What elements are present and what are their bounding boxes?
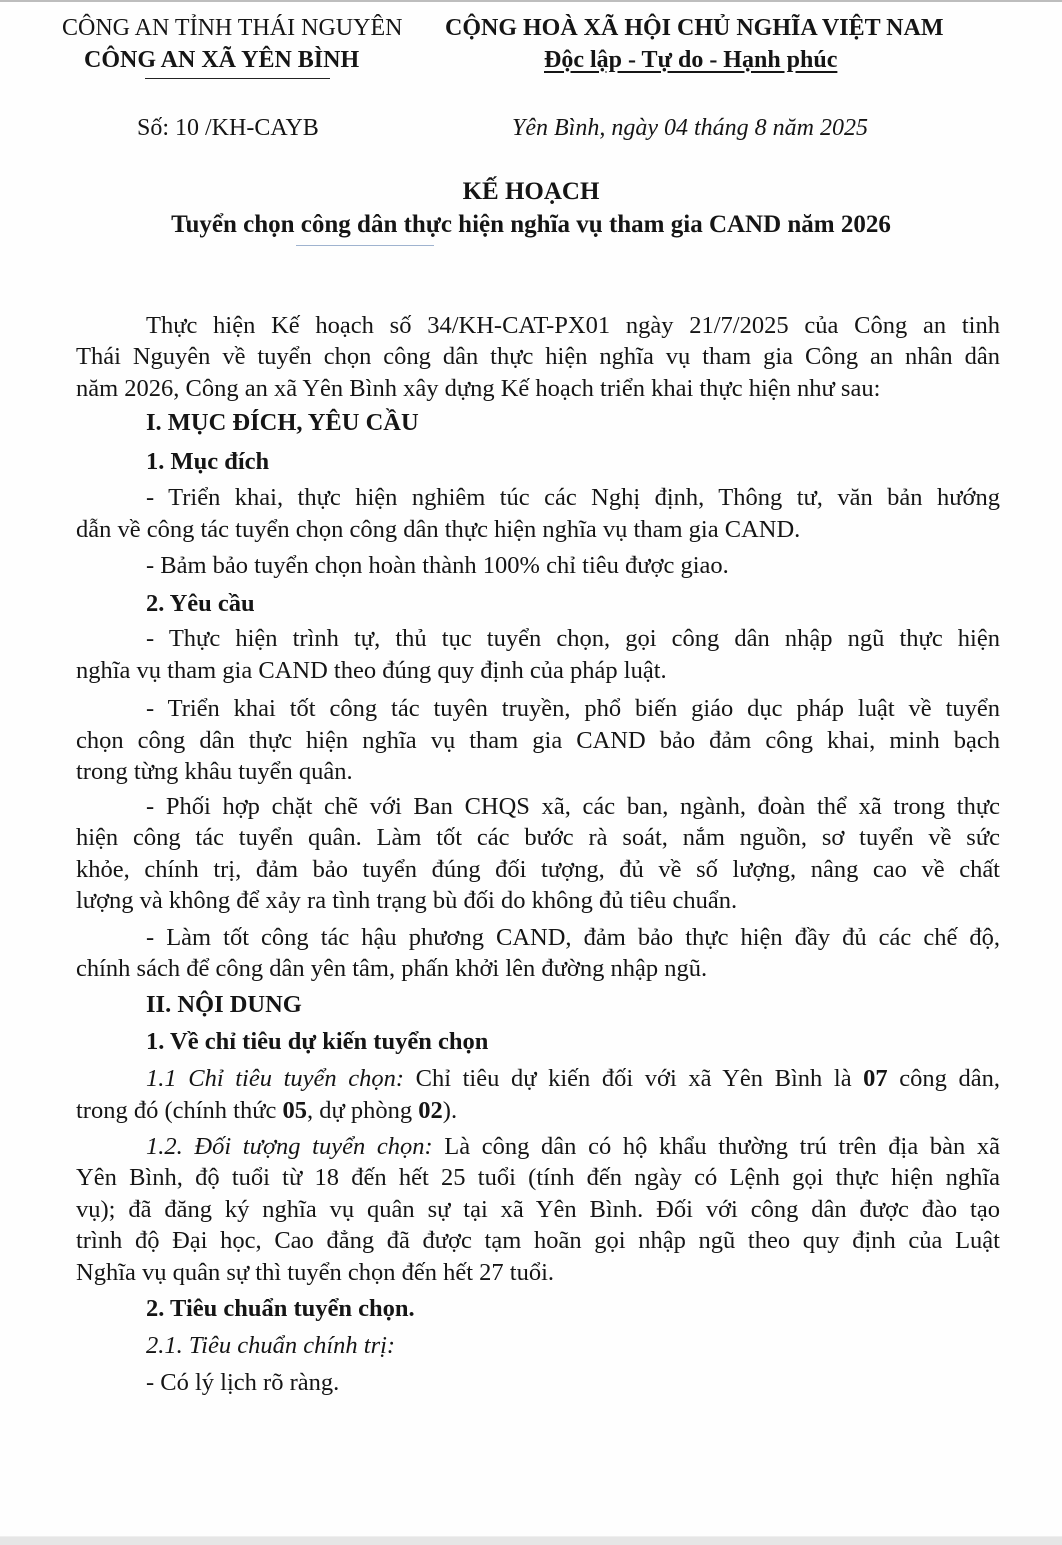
quota-text: công dân, <box>887 1065 1000 1092</box>
intro-line: Thái Nguyên về tuyển chọn công dân thực hiện nghĩa vụ tham gia Công an nhân dân <box>76 343 1000 370</box>
quota-reserve: 02 <box>418 1097 443 1124</box>
section-heading: I. MỤC ĐÍCH, YÊU CẦU <box>146 409 419 436</box>
quota-line <box>76 1099 457 1124</box>
purpose-line: - Bảm bảo tuyển chọn hoàn thành 100% chỉ tiêu được giao. <box>146 552 729 579</box>
requirement-line: chính sách để công dân yên tâm, phấn khởi lên đường nhập ngũ. <box>76 955 708 982</box>
requirement-line: - Làm tốt công tác hậu phương CAND, đảm bảo thực hiện đầy đủ các chế độ, <box>146 924 1000 951</box>
target-label: 1.2. Đối tượng tuyển chọn: <box>146 1133 433 1160</box>
requirement-line: lượng và không để xảy ra tình trạng bù đối do không đủ tiêu chuẩn. <box>76 887 738 914</box>
subsection-heading-purpose: 1. Mục đích <box>146 448 270 475</box>
requirement-line: - Triển khai tốt công tác tuyên truyền, phổ biến giáo dục pháp luật về tuyển <box>146 695 1000 722</box>
target-line: vụ); đã đăng ký nghĩa vụ quân sự tại xã Yên Bình. Đối với công dân được đào tạo <box>76 1196 1000 1223</box>
target-text: Là công dân có hộ khẩu thường trú trên địa bàn xã <box>432 1133 1000 1160</box>
quota-text: Chỉ tiêu dự kiến đối với xã Yên Bình là <box>404 1065 864 1092</box>
intro-line: Thực hiện Kế hoạch số 34/KH-CAT-PX01 ngày 21/7/2025 của Công an tinh <box>146 312 1000 339</box>
target-line: Yên Bình, độ tuổi từ 18 đến hết 25 tuổi (tính đến ngày có Lệnh gọi thực hiện nghĩa <box>76 1164 1000 1191</box>
subsection-heading-criteria: 2. Tiêu chuẩn tuyển chọn. <box>146 1295 415 1322</box>
requirement-line: trong từng khâu tuyển quân. <box>76 758 353 785</box>
requirement-line: - Phối hợp chặt chẽ với Ban CHQS xã, các ban, ngành, đoàn thể xã trong thực <box>146 793 1000 820</box>
title-type: KẾ HOẠCH <box>462 178 600 205</box>
target-line: trình độ Đại học, Cao đẳng đã được tạm hoãn gọi nhập ngũ theo quy định của Luật <box>76 1227 1000 1254</box>
purpose-line: - Triển khai, thực hiện nghiêm túc các Nghị định, Thông tư, văn bản hướng <box>146 484 1000 511</box>
quota-label: 1.1 Chỉ tiêu tuyển chọn: <box>146 1065 405 1092</box>
purpose-line: dẫn về công tác tuyển chọn công dân thực hiện nghĩa vụ tham gia CAND. <box>76 516 801 543</box>
title-subject: Tuyển chọn công dân thực hiện nghĩa vụ tham gia CAND năm 2026 <box>171 211 891 238</box>
title-underline <box>296 245 434 246</box>
target-line: Nghĩa vụ quân sự thì tuyển chọn đến hết 27 tuổi. <box>76 1259 555 1286</box>
agency-parent: CÔNG AN TỈNH THÁI NGUYÊN <box>62 15 403 41</box>
quota-total: 07 <box>863 1065 888 1092</box>
document-number: Số: 10 /KH-CAYB <box>137 115 319 141</box>
requirement-line: hiện công tác tuyển quân. Làm tốt các bước rà soát, nắm nguồn, sơ tuyển về sức <box>76 824 1000 851</box>
requirement-line: nghĩa vụ tham gia CAND theo đúng quy định của pháp luật. <box>76 657 667 684</box>
nation-name: CỘNG HOÀ XÃ HỘI CHỦ NGHĨA VIỆT NAM <box>445 15 944 41</box>
subsection-heading-quota: 1. Về chỉ tiêu dự kiến tuyển chọn <box>146 1028 489 1055</box>
place-date: Yên Bình, ngày 04 tháng 8 năm 2025 <box>512 115 868 141</box>
quota-line <box>146 1067 1000 1092</box>
page-top-edge <box>0 0 1062 2</box>
political-criteria-line: - Có lý lịch rõ ràng. <box>146 1369 340 1396</box>
quota-text: ). <box>442 1097 458 1124</box>
section-heading: II. NỘI DUNG <box>146 991 302 1018</box>
quota-text: , dự phòng <box>307 1097 419 1124</box>
requirement-line: chọn công dân thực hiện nghĩa vụ tham gia CAND bảo đảm công khai, minh bạch <box>76 727 1000 754</box>
requirement-line: khỏe, chính trị, đảm bảo tuyển đúng đối tượng, đủ về số lượng, nâng cao về chất <box>76 856 1000 883</box>
requirement-line: - Thực hiện trình tự, thủ tục tuyển chọn, gọi công dân nhập ngũ thực hiện <box>146 625 1000 652</box>
agency-underline <box>145 78 330 79</box>
political-criteria-heading: 2.1. Tiêu chuẩn chính trị: <box>146 1332 396 1359</box>
quota-official: 05 <box>282 1097 308 1124</box>
subsection-heading-requirements: 2. Yêu cầu <box>146 590 255 617</box>
quota-text: trong đó (chính thức <box>76 1097 283 1124</box>
target-line <box>146 1135 1000 1160</box>
agency-name: CÔNG AN XÃ YÊN BÌNH <box>84 47 360 73</box>
national-motto: Độc lập - Tự do - Hạnh phúc <box>544 47 838 73</box>
intro-line: năm 2026, Công an xã Yên Bình xây dựng Kế hoạch triển khai thực hiện như sau: <box>76 375 881 402</box>
